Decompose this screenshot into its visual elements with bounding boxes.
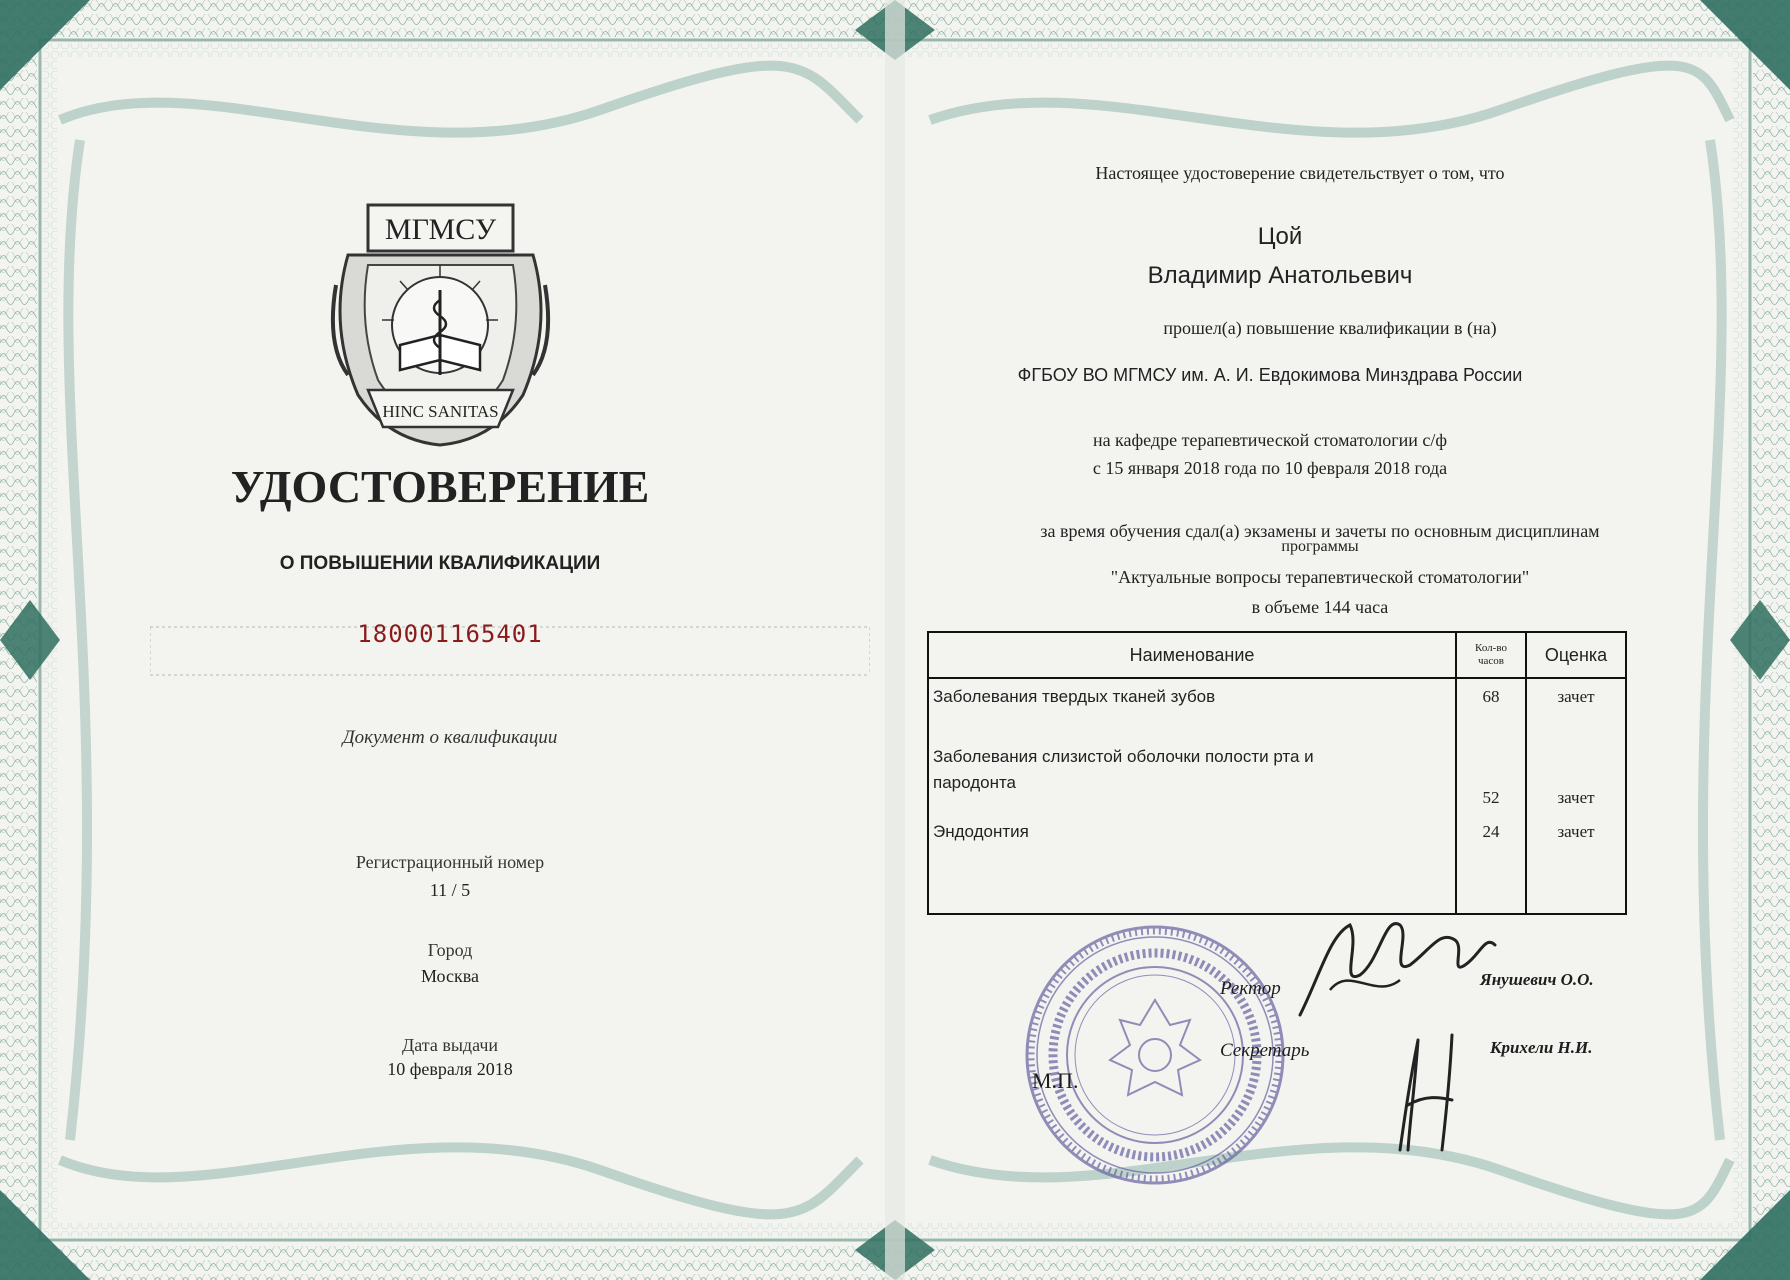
issue-date-label: Дата выдачи bbox=[401, 1035, 499, 1055]
issue-date-value: 10 февраля 2018 bbox=[387, 1059, 513, 1079]
document-title: УДОСТОВЕРЕНИЕ bbox=[230, 461, 650, 512]
subject-cell: Заболевания твердых тканей зубов bbox=[928, 678, 1456, 736]
grade-cell: зачет bbox=[1526, 814, 1626, 914]
header-hours-line2: часов bbox=[1478, 655, 1504, 667]
header-hours bbox=[1456, 632, 1526, 678]
holder-given-names: Владимир Анатольевич bbox=[1147, 262, 1413, 289]
table-row bbox=[928, 736, 1626, 814]
program-word: программы bbox=[1281, 538, 1359, 555]
emblem-top-text: МГМСУ bbox=[384, 213, 497, 246]
rector-signature bbox=[1290, 905, 1500, 1025]
registration-label: Регистрационный номер bbox=[355, 852, 545, 872]
rector-label: Ректор bbox=[1220, 978, 1281, 999]
exams-text: за время обучения сдал(а) экзамены и зачеты по основным дисциплинам bbox=[1040, 521, 1600, 541]
grade-cell: зачет bbox=[1526, 678, 1626, 736]
program-volume: в объеме 144 часа bbox=[1251, 597, 1389, 617]
table-row bbox=[928, 678, 1626, 736]
department-text: на кафедре терапевтической стоматологии с/ф bbox=[1092, 430, 1448, 450]
serial-number: 180001165401 bbox=[357, 620, 543, 648]
emblem-bottom-text: HINC SANITAS bbox=[382, 402, 499, 421]
university-emblem bbox=[328, 195, 553, 450]
document-type: Документ о квалификации bbox=[342, 727, 558, 748]
city-value: Москва bbox=[421, 966, 479, 986]
hours-cell: 24 bbox=[1456, 814, 1526, 914]
grade-cell: зачет bbox=[1526, 736, 1626, 814]
subject-cell: Эндодонтия bbox=[928, 814, 1456, 914]
rector-name: Янушевич О.О. bbox=[1480, 970, 1594, 989]
program-name: "Актуальные вопросы терапевтической стоматологии" bbox=[1110, 567, 1530, 587]
header-name: Наименование bbox=[928, 632, 1456, 678]
intro-text: Настоящее удостоверение свидетельствует о том, что bbox=[1095, 163, 1505, 183]
registration-value: 11 / 5 bbox=[429, 880, 471, 900]
organization-name: ФГБОУ ВО МГМСУ им. А. И. Евдокимова Минздрава России bbox=[1017, 365, 1523, 385]
secretary-label: Секретарь bbox=[1220, 1040, 1310, 1061]
secretary-signature bbox=[1380, 1025, 1470, 1155]
hours-cell: 52 bbox=[1456, 736, 1526, 814]
stamp-place-label: М.П. bbox=[1032, 1068, 1079, 1093]
city-label: Город bbox=[427, 940, 473, 960]
grades-header-row bbox=[928, 632, 1626, 678]
subject-cell: Заболевания слизистой оболочки полости рта и пародонта bbox=[928, 736, 1456, 814]
grades-table bbox=[927, 631, 1627, 915]
training-period: с 15 января 2018 года по 10 февраля 2018 года bbox=[1092, 458, 1448, 478]
holder-surname: Цой bbox=[1257, 223, 1303, 250]
header-hours-line1: Кол-во bbox=[1475, 642, 1507, 654]
document-subtitle: О ПОВЫШЕНИИ КВАЛИФИКАЦИИ bbox=[279, 553, 601, 574]
header-grade: Оценка bbox=[1526, 632, 1626, 678]
table-row bbox=[928, 814, 1626, 914]
passed-text: прошел(а) повышение квалификации в (на) bbox=[1163, 318, 1497, 338]
hours-cell: 68 bbox=[1456, 678, 1526, 736]
secretary-name: Крихели Н.И. bbox=[1490, 1038, 1593, 1057]
